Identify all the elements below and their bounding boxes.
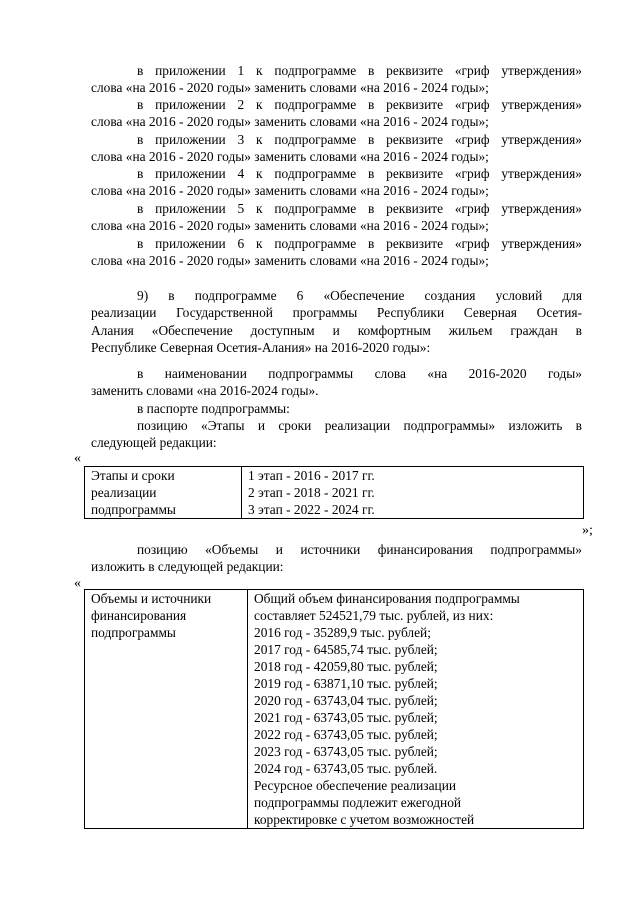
amend-line-3: в приложении 2 к подпрограмме в реквизите «гриф утверждения» <box>137 97 582 112</box>
funding-line: 2017 год - 64585,74 тыс. рублей; <box>254 642 438 657</box>
stage-1: 1 этап - 2016 - 2017 гг. <box>248 468 375 483</box>
stage-3: 3 этап - 2022 - 2024 гг. <box>248 502 375 517</box>
funding-label-line-1: Объемы и источники <box>91 591 212 606</box>
funding-line: 2023 год - 63743,05 тыс. рублей; <box>254 744 438 759</box>
funding-label-line-3: подпрограммы <box>91 625 176 640</box>
funding-line: 2022 год - 63743,05 тыс. рублей; <box>254 727 438 742</box>
funding-line: корректировке с учетом возможностей <box>254 812 475 827</box>
item-9-line-4: Республике Северная Осетия-Алания» на 2016-2020 годы»: <box>91 340 431 355</box>
funding-table <box>84 589 584 829</box>
funding-line: 2024 год - 63743,05 тыс. рублей. <box>254 761 438 776</box>
funding-value-cell <box>248 590 584 829</box>
position-2-line-1: позицию «Объемы и источники финансирования подпрограммы» <box>137 542 582 557</box>
funding-line: 2018 год - 42059,80 тыс. рублей; <box>254 659 438 674</box>
close-quote-1: »; <box>582 523 593 538</box>
stages-label-line-1: Этапы и сроки <box>91 468 175 483</box>
funding-line: Ресурсное обеспечение реализации <box>254 778 457 793</box>
funding-line: 2021 год - 63743,05 тыс. рублей; <box>254 710 438 725</box>
funding-line: Общий объем финансирования подпрограммы <box>254 591 520 606</box>
stage-2: 2 этап - 2018 - 2021 гг. <box>248 485 375 500</box>
item-9-line-2: реализации Государственной программы Республики Северная Осетия- <box>91 305 582 320</box>
funding-line: 2016 год - 35289,9 тыс. рублей; <box>254 625 431 640</box>
amend-line-8: слова «на 2016 - 2020 годы» заменить словами «на 2016 - 2024 годы»; <box>91 183 489 198</box>
stages-table <box>84 466 584 519</box>
position-1-line-2: следующей редакции: <box>91 435 217 450</box>
funding-line: составляет 524521,79 тыс. рублей, из них: <box>254 608 494 623</box>
position-2-line-2: изложить в следующей редакции: <box>91 559 284 574</box>
stages-label-line-3: подпрограммы <box>91 502 176 517</box>
funding-line: 2019 год - 63871,10 тыс. рублей; <box>254 676 438 691</box>
name-change-line-1: в наименовании подпрограммы слова «на 2016-2020 годы» <box>137 366 582 381</box>
funding-label-cell <box>85 590 248 829</box>
amend-line-12: слова «на 2016 - 2020 годы» заменить словами «на 2016 - 2024 годы»; <box>91 253 489 268</box>
position-1-line-1: позицию «Этапы и сроки реализации подпрограммы» изложить в <box>137 418 582 433</box>
open-quote-2: « <box>74 576 81 591</box>
amend-line-1: в приложении 1 к подпрограмме в реквизите «гриф утверждения» <box>137 63 582 78</box>
stages-label-line-2: реализации <box>91 485 157 500</box>
amend-line-10: слова «на 2016 - 2020 годы» заменить словами «на 2016 - 2024 годы»; <box>91 218 489 233</box>
funding-line: подпрограммы подлежит ежегодной <box>254 795 462 810</box>
passport-line: в паспорте подпрограммы: <box>137 401 290 416</box>
amend-line-6: слова «на 2016 - 2020 годы» заменить словами «на 2016 - 2024 годы»; <box>91 149 489 164</box>
name-change-line-2: заменить словами «на 2016-2024 годы». <box>91 383 319 398</box>
amend-line-9: в приложении 5 к подпрограмме в реквизите «гриф утверждения» <box>137 201 582 216</box>
stages-label-cell <box>85 467 242 519</box>
item-9-line-3: Алания «Обеспечение доступным и комфортным жильем граждан в <box>91 323 582 338</box>
amend-line-7: в приложении 4 к подпрограмме в реквизите «гриф утверждения» <box>137 166 582 181</box>
amend-line-2: слова «на 2016 - 2020 годы» заменить словами «на 2016 - 2024 годы»; <box>91 80 489 95</box>
stages-value-cell <box>242 467 584 519</box>
funding-label-line-2: финансирования <box>91 608 187 623</box>
open-quote-1: « <box>74 451 81 466</box>
amend-line-4: слова «на 2016 - 2020 годы» заменить словами «на 2016 - 2024 годы»; <box>91 114 489 129</box>
amend-line-5: в приложении 3 к подпрограмме в реквизите «гриф утверждения» <box>137 132 582 147</box>
funding-line: 2020 год - 63743,04 тыс. рублей; <box>254 693 438 708</box>
amend-line-11: в приложении 6 к подпрограмме в реквизите «гриф утверждения» <box>137 236 582 251</box>
item-9-line-1: 9) в подпрограмме 6 «Обеспечение создания условий для <box>137 288 582 303</box>
